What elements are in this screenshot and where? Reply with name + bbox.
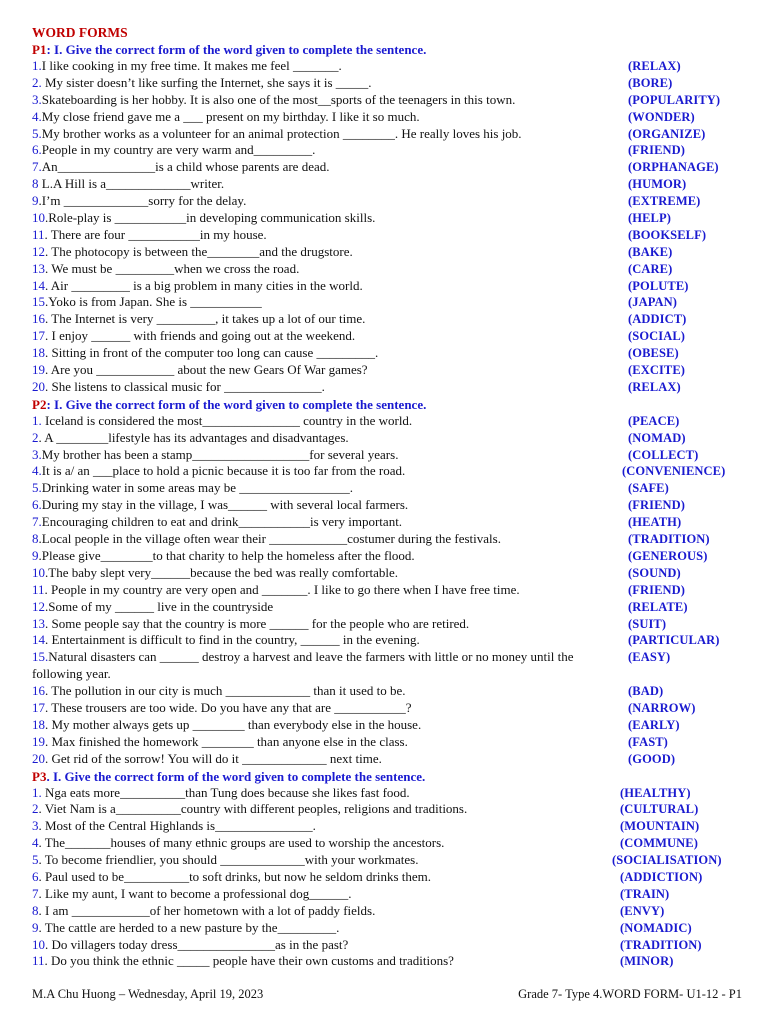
- question-sentence: . The Internet is very _________, it takes up a lot of our time.: [45, 311, 366, 327]
- question-text: [32, 616, 592, 633]
- question-row: [32, 751, 742, 768]
- question-text: [32, 835, 592, 852]
- question-number: 6: [32, 868, 39, 884]
- question-number: 5: [32, 852, 39, 868]
- question-sentence: . My mother always gets up ________ than everybody else in the house.: [45, 716, 422, 732]
- question-number: 7.: [32, 159, 42, 175]
- question-row: [32, 210, 742, 227]
- word-hint: (CULTURAL): [620, 802, 699, 817]
- question-text: [32, 294, 592, 311]
- section-instruction: . I. Give the correct form of the word given to complete the sentence.: [46, 768, 426, 784]
- question-number: 13: [32, 260, 45, 276]
- word-hint: (BAD): [628, 684, 664, 699]
- question-row: [32, 278, 742, 295]
- section-heading: [32, 396, 742, 413]
- question-sentence: . Viet Nam is a__________country with different peoples, religions and traditions.: [38, 801, 468, 817]
- question-number: 15.: [32, 649, 49, 665]
- question-text: [32, 852, 592, 869]
- question-number: 1.: [32, 784, 42, 800]
- question-row: [32, 801, 742, 818]
- question-text: [32, 447, 592, 464]
- question-sentence: . Most of the Central Highlands is_______________.: [38, 818, 316, 834]
- sections-container: [32, 41, 742, 970]
- question-number: 6.: [32, 142, 42, 158]
- question-number: 11: [32, 953, 45, 969]
- question-number: 1.: [32, 412, 42, 428]
- question-number: 2.: [32, 74, 42, 90]
- question-number: 4: [32, 835, 39, 851]
- question-text: [32, 548, 592, 565]
- question-number: 10: [32, 210, 45, 226]
- question-sentence: . The cattle are herded to a new pasture by the_________.: [38, 919, 340, 935]
- question-row: [32, 75, 742, 92]
- question-number: 9: [32, 547, 39, 563]
- word-hint: (MINOR): [620, 954, 674, 969]
- question-sentence: During my stay in the village, I was______ with several local farmers.: [41, 497, 409, 513]
- word-hint: (MOUNTAIN): [620, 819, 700, 834]
- word-hint: (EXTREME): [628, 194, 701, 209]
- question-sentence: Drinking water in some areas may be _________________.: [41, 480, 353, 496]
- question-number: 19: [32, 362, 45, 378]
- question-row: [32, 937, 742, 954]
- question-sentence: My close friend gave me a ___ present on my birthday. I like it so much.: [41, 108, 420, 124]
- footer-course-info: Grade 7- Type 4.WORD FORM- U1-12 - P1: [518, 987, 742, 1001]
- question-row: [32, 413, 742, 430]
- question-row: [32, 734, 742, 751]
- question-text: [32, 176, 592, 193]
- question-sentence: .Please give________to that charity to help the homeless after the flood.: [38, 547, 415, 563]
- question-text: [32, 345, 592, 362]
- word-hint: (SOUND): [628, 565, 681, 580]
- question-row: [32, 649, 742, 683]
- question-text: [32, 582, 592, 599]
- question-number: 5.: [32, 480, 42, 496]
- question-text: [32, 599, 592, 616]
- question-row: [32, 294, 742, 311]
- question-row: [32, 599, 742, 616]
- question-number: 14: [32, 632, 45, 648]
- word-hint: (PARTICULAR): [628, 633, 720, 648]
- question-number: 18: [32, 716, 45, 732]
- question-row: [32, 953, 742, 970]
- question-sentence: . Max finished the homework ________ than anyone else in the class.: [45, 733, 408, 749]
- question-number: 18: [32, 345, 45, 361]
- question-row: [32, 920, 742, 937]
- question-row: [32, 903, 742, 920]
- question-sentence: My brother has been a stamp__________________for several years.: [41, 446, 399, 462]
- word-hint: (BORE): [628, 75, 673, 90]
- word-hint: (GENEROUS): [628, 548, 708, 563]
- question-row: [32, 869, 742, 886]
- question-sentence: . Like my aunt, I want to become a professional dog______.: [38, 885, 352, 901]
- question-row: [32, 548, 742, 565]
- question-sentence: Encouraging children to eat and drink___________is very important.: [41, 514, 403, 530]
- question-row: [32, 852, 742, 869]
- word-hint: (BOOKSELF): [628, 227, 707, 242]
- word-hint: (CARE): [628, 261, 673, 276]
- question-number: 8: [32, 176, 39, 192]
- question-text: [32, 430, 592, 447]
- word-hint: (JAPAN): [628, 295, 678, 310]
- word-hint: (FAST): [628, 734, 668, 749]
- question-row: [32, 632, 742, 649]
- word-hint: (POPULARITY): [628, 92, 721, 107]
- question-row: [32, 244, 742, 261]
- question-text: [32, 210, 592, 227]
- question-text: [32, 193, 592, 210]
- question-number: 6.: [32, 497, 42, 513]
- word-hint: (FRIEND): [628, 498, 686, 513]
- question-sentence: L.A Hill is a_____________writer.: [38, 176, 225, 192]
- word-hint: (TRADITION): [628, 532, 710, 547]
- word-hint: (ORPHANAGE): [628, 160, 719, 175]
- section-instruction: : I. Give the correct form of the word given to complete the sentence.: [46, 42, 427, 57]
- question-row: [32, 328, 742, 345]
- word-hint: (SOCIAL): [628, 329, 686, 344]
- word-hint: (SUIT): [628, 616, 667, 631]
- word-hint: (EASY): [628, 650, 671, 665]
- question-sentence: Natural disasters can ______ destroy a harvest and leave the farmers with little or no money until the following year.: [32, 649, 574, 682]
- question-text: [32, 751, 592, 768]
- question-sentence: .Local people in the village often wear their ____________costumer during the festivals.: [38, 531, 501, 547]
- question-row: [32, 565, 742, 582]
- word-hint: (NOMADIC): [620, 920, 692, 935]
- section-heading: [32, 768, 742, 785]
- question-text: [32, 649, 592, 683]
- question-row: [32, 531, 742, 548]
- question-row: [32, 447, 742, 464]
- question-row: [32, 463, 742, 480]
- question-sentence: . A ________lifestyle has its advantages and disadvantages.: [38, 429, 349, 445]
- question-text: [32, 531, 592, 548]
- question-row: [32, 159, 742, 176]
- question-number: 13: [32, 615, 45, 631]
- question-number: 12: [32, 243, 45, 259]
- question-number: 7.: [32, 514, 42, 530]
- question-text: [32, 683, 592, 700]
- question-sentence: . Air _________ is a big problem in many cities in the world.: [45, 277, 363, 293]
- word-hint: (SAFE): [628, 481, 669, 496]
- question-text: [32, 734, 592, 751]
- word-hint: (WONDER): [628, 109, 695, 124]
- question-row: [32, 109, 742, 126]
- word-hint: (HEALTHY): [620, 785, 691, 800]
- question-text: [32, 58, 592, 75]
- question-text: [32, 869, 592, 886]
- question-row: [32, 261, 742, 278]
- question-sentence: . Do you think the ethnic _____ people have their own customs and traditions?: [44, 953, 454, 969]
- word-hint: (CONVENIENCE): [622, 464, 726, 479]
- question-row: [32, 362, 742, 379]
- question-number: 11: [32, 226, 45, 242]
- question-number: 2: [32, 429, 39, 445]
- word-hint: (POLUTE): [628, 278, 689, 293]
- word-hint: (BAKE): [628, 244, 673, 259]
- question-text: [32, 920, 592, 937]
- word-hint: (EARLY): [628, 717, 680, 732]
- question-sentence: .I’m _____________sorry for the delay.: [38, 193, 247, 209]
- question-sentence: . Sitting in front of the computer too long can cause _________.: [45, 345, 379, 361]
- section-label: P1: [32, 42, 47, 57]
- word-hint: (OBESE): [628, 346, 679, 361]
- question-sentence: . People in my country are very open and _______. I like to go there when I have free time.: [44, 581, 520, 597]
- question-sentence: People in my country are very warm and_________.: [41, 142, 316, 158]
- question-number: 16: [32, 311, 45, 327]
- question-number: 16: [32, 683, 45, 699]
- question-row: [32, 683, 742, 700]
- word-hint: (FRIEND): [628, 143, 686, 158]
- question-row: [32, 717, 742, 734]
- question-number: 8: [32, 902, 39, 918]
- question-text: [32, 328, 592, 345]
- question-text: [32, 142, 592, 159]
- question-sentence: . The_______houses of many ethnic groups are used to worship the ancestors.: [38, 835, 445, 851]
- question-number: 2: [32, 801, 39, 817]
- word-hint: (RELAX): [628, 379, 681, 394]
- word-hint: (EXCITE): [628, 363, 686, 378]
- question-row: [32, 92, 742, 109]
- question-row: [32, 379, 742, 396]
- question-row: [32, 818, 742, 835]
- question-text: [32, 311, 592, 328]
- question-sentence: . The photocopy is between the________and the drugstore.: [45, 243, 353, 259]
- question-sentence: . I am ____________of her hometown with a lot of paddy fields.: [38, 902, 376, 918]
- question-text: [32, 886, 592, 903]
- question-number: 7: [32, 885, 39, 901]
- question-sentence: . Get rid of the sorrow! You will do it _____________ next time.: [45, 750, 382, 766]
- question-number: 9: [32, 919, 39, 935]
- question-sentence: . Are you ____________ about the new Gears Of War games?: [45, 362, 368, 378]
- question-text: [32, 903, 592, 920]
- question-number: 17: [32, 328, 45, 344]
- question-row: [32, 616, 742, 633]
- question-text: [32, 818, 592, 835]
- question-number: 3.: [32, 446, 42, 462]
- question-text: [32, 413, 592, 430]
- worksheet: [32, 24, 742, 970]
- question-text: [32, 514, 592, 531]
- question-text: [32, 92, 592, 109]
- question-number: 15: [32, 294, 45, 310]
- footer-author-date: M.A Chu Huong – Wednesday, April 19, 2023: [32, 987, 264, 1001]
- question-text: [32, 126, 592, 143]
- question-text: [32, 75, 592, 92]
- question-sentence: Iceland is considered the most_______________ country in the world.: [41, 412, 413, 428]
- question-text: [32, 937, 592, 954]
- word-hint: (FRIEND): [628, 582, 686, 597]
- question-sentence: . I enjoy ______ with friends and going out at the weekend.: [45, 328, 356, 344]
- question-number: 20: [32, 750, 45, 766]
- question-row: [32, 497, 742, 514]
- question-text: [32, 261, 592, 278]
- word-hint: (NARROW): [628, 700, 696, 715]
- word-hint: (ADDICT): [628, 312, 687, 327]
- question-row: [32, 582, 742, 599]
- question-number: 12: [32, 598, 45, 614]
- question-number: 4.: [32, 108, 42, 124]
- word-hint: (GOOD): [628, 751, 676, 766]
- question-row: [32, 886, 742, 903]
- question-number: 10: [32, 564, 45, 580]
- question-sentence: .The baby slept very______because the bed was really comfortable.: [45, 564, 399, 580]
- question-sentence: . These trousers are too wide. Do you have any that are ___________?: [45, 699, 412, 715]
- question-number: 11: [32, 581, 45, 597]
- word-hint: (ADDICTION): [620, 869, 703, 884]
- word-hint: (SOCIALISATION): [612, 853, 722, 868]
- word-hint: (TRADITION): [620, 937, 702, 952]
- question-text: [32, 565, 592, 582]
- question-text: [32, 953, 592, 970]
- section-label: P3: [32, 768, 47, 784]
- word-hint: (COMMUNE): [620, 836, 698, 851]
- word-hint: (HEATH): [628, 515, 682, 530]
- question-sentence: My sister doesn’t like surfing the Internet, she says it is _____.: [41, 74, 372, 90]
- question-text: [32, 632, 592, 649]
- question-text: [32, 801, 592, 818]
- word-hint: (HELP): [628, 211, 671, 226]
- section-label: P2: [32, 396, 47, 412]
- question-sentence: . Do villagers today dress_______________as in the past?: [45, 936, 349, 952]
- question-row: [32, 785, 742, 802]
- word-hint: (TRAIN): [620, 886, 670, 901]
- question-text: [32, 159, 592, 176]
- word-hint: (RELATE): [628, 599, 688, 614]
- question-row: [32, 227, 742, 244]
- question-sentence: . There are four ___________in my house.: [44, 226, 267, 242]
- question-number: 9: [32, 193, 39, 209]
- question-sentence: .Yoko is from Japan. She is ___________: [45, 294, 262, 310]
- question-row: [32, 126, 742, 143]
- word-hint: (PEACE): [628, 413, 680, 428]
- question-sentence: . Some people say that the country is more ______ for the people who are retired.: [45, 615, 470, 631]
- question-number: 5.: [32, 125, 42, 141]
- question-number: 17: [32, 699, 45, 715]
- question-text: [32, 480, 592, 497]
- question-sentence: .Role-play is ___________in developing communication skills.: [45, 210, 376, 226]
- question-row: [32, 514, 742, 531]
- question-text: [32, 379, 592, 396]
- question-row: [32, 480, 742, 497]
- question-number: 3.: [32, 91, 42, 107]
- question-text: [32, 700, 592, 717]
- question-sentence: It is a/ an ___place to hold a picnic because it is too far from the road.: [41, 463, 406, 479]
- word-hint: (COLLECT): [628, 447, 699, 462]
- question-row: [32, 835, 742, 852]
- question-text: [32, 109, 592, 126]
- question-row: [32, 193, 742, 210]
- question-sentence: . Paul used to be__________to soft drinks, but now he seldom drinks them.: [38, 868, 432, 884]
- word-hint: (ENVY): [620, 903, 665, 918]
- question-text: [32, 717, 592, 734]
- question-number: 19: [32, 733, 45, 749]
- question-sentence: . We must be _________when we cross the road.: [45, 260, 300, 276]
- question-sentence: . To become friendlier, you should _____________with your workmates.: [38, 852, 419, 868]
- word-hint: (RELAX): [628, 59, 681, 73]
- question-number: 14: [32, 277, 45, 293]
- question-sentence: My brother works as a volunteer for an animal protection ________. He really loves his job.: [41, 125, 522, 141]
- question-row: [32, 176, 742, 193]
- question-row: [32, 430, 742, 447]
- question-sentence: I like cooking in my free time. It makes me feel _______.: [41, 58, 342, 73]
- question-sentence: Skateboarding is her hobby. It is also one of the most__sports of the teenagers in this town.: [41, 91, 516, 107]
- section-instruction: : I. Give the correct form of the word given to complete the sentence.: [46, 396, 427, 412]
- question-number: 4.: [32, 463, 42, 479]
- question-sentence: Nga eats more__________than Tung does because she likes fast food.: [41, 784, 410, 800]
- question-sentence: An_______________is a child whose parents are dead.: [41, 159, 330, 175]
- question-row: [32, 700, 742, 717]
- question-sentence: .Some of my ______ live in the countryside: [45, 598, 274, 614]
- word-hint: (ORGANIZE): [628, 126, 706, 141]
- question-text: [32, 497, 592, 514]
- page-footer: [32, 985, 742, 1003]
- question-number: 20: [32, 378, 45, 394]
- question-text: [32, 227, 592, 244]
- question-row: [32, 58, 742, 75]
- question-number: 3: [32, 818, 39, 834]
- question-sentence: . Entertainment is difficult to find in the country, ______ in the evening.: [45, 632, 420, 648]
- question-number: 1.: [32, 58, 42, 73]
- question-row: [32, 345, 742, 362]
- question-sentence: . The pollution in our city is much _____________ than it used to be.: [45, 683, 406, 699]
- question-text: [32, 785, 592, 802]
- question-row: [32, 142, 742, 159]
- question-number: 8: [32, 531, 39, 547]
- question-text: [32, 362, 592, 379]
- question-row: [32, 311, 742, 328]
- word-hint: (NOMAD): [628, 430, 686, 445]
- question-sentence: . She listens to classical music for _______________.: [45, 378, 325, 394]
- section-heading: [32, 41, 742, 58]
- question-text: [32, 244, 592, 261]
- question-text: [32, 278, 592, 295]
- worksheet-title: WORD FORMS: [32, 25, 128, 40]
- question-number: 10: [32, 936, 45, 952]
- question-text: [32, 463, 592, 480]
- word-hint: (HUMOR): [628, 177, 687, 192]
